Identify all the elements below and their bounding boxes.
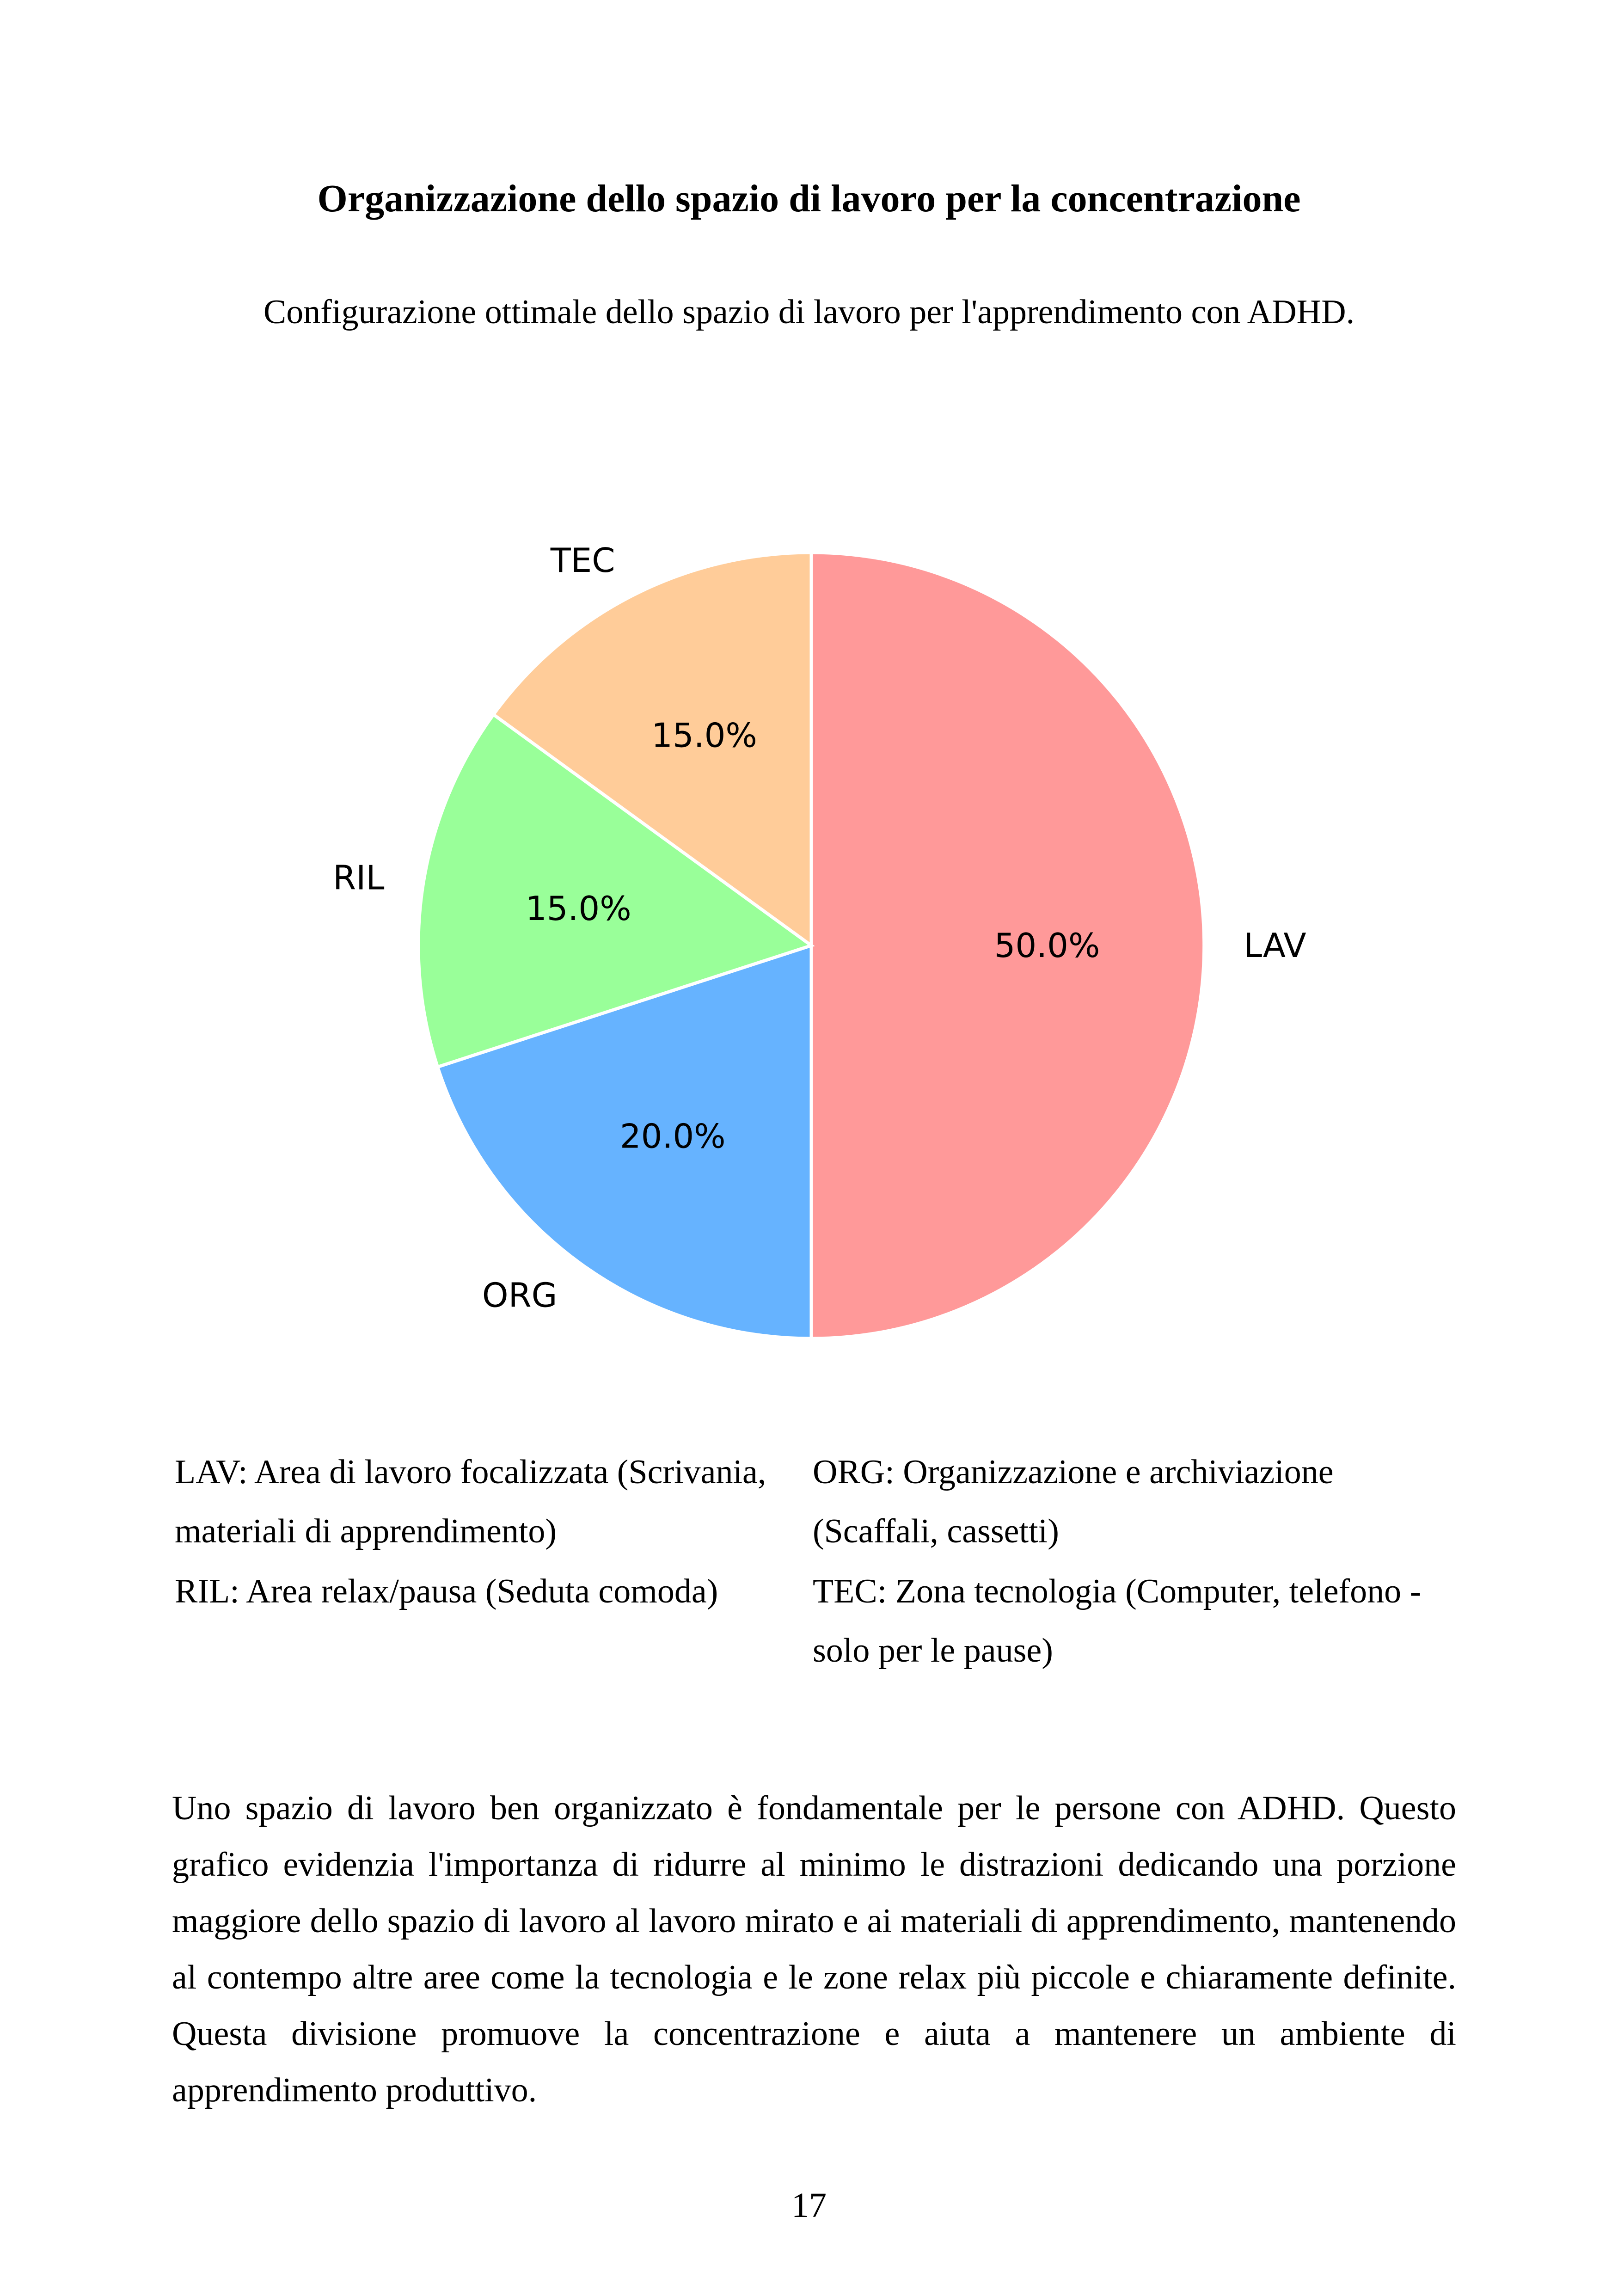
legend-row — [175, 1562, 1460, 1680]
legend-item-ril: RIL: Area relax/pausa (Seduta comoda) — [175, 1572, 718, 1610]
pie-percent-label: 50.0% — [994, 926, 1100, 965]
pie-chart — [0, 462, 1618, 1387]
pie-slice-label: RIL — [333, 858, 385, 897]
pie-slice-label: LAV — [1244, 926, 1306, 965]
pie-percent-label: 15.0% — [525, 889, 631, 928]
chart-title: Organizzazione dello spazio di lavoro per la concentrazione — [317, 177, 1301, 220]
legend-item-org: ORG: Organizzazione e archiviazione (Scaffali, cassetti) — [813, 1453, 1334, 1550]
pie-percent-label: 20.0% — [619, 1117, 726, 1156]
pie-slice-label: TEC — [550, 540, 615, 580]
pie-percent-label: 15.0% — [651, 716, 757, 755]
pie-slice-label: ORG — [482, 1276, 558, 1315]
chart-subtitle: Configurazione ottimale dello spazio di lavoro per l'apprendimento con ADHD. — [263, 293, 1355, 331]
body-paragraph: Uno spazio di lavoro ben organizzato è fondamentale per le persone con ADHD. Questo grafico evidenzia l'importanza di ridurre al minimo le distrazioni dedicando una porzione maggiore dello spazio di lavoro al lavoro mirato e ai materiali di apprendimento, mantenendo al contempo altre aree come la tecnologia e le zone relax più piccole e chiaramente definite. Questa divisione promuove la concentrazione e aiuta a mantenere un ambiente di apprendimento produttivo. — [172, 1789, 1456, 2109]
legend-item-tec: TEC: Zona tecnologia (Computer, telefono - solo per le pause) — [813, 1572, 1422, 1670]
page-number: 17 — [791, 2186, 827, 2225]
legend-row — [175, 1443, 1460, 1561]
legend-item-lav: LAV: Area di lavoro focalizzata (Scrivania, materiali di apprendimento) — [175, 1453, 766, 1550]
chart-legend — [175, 1443, 1460, 1681]
